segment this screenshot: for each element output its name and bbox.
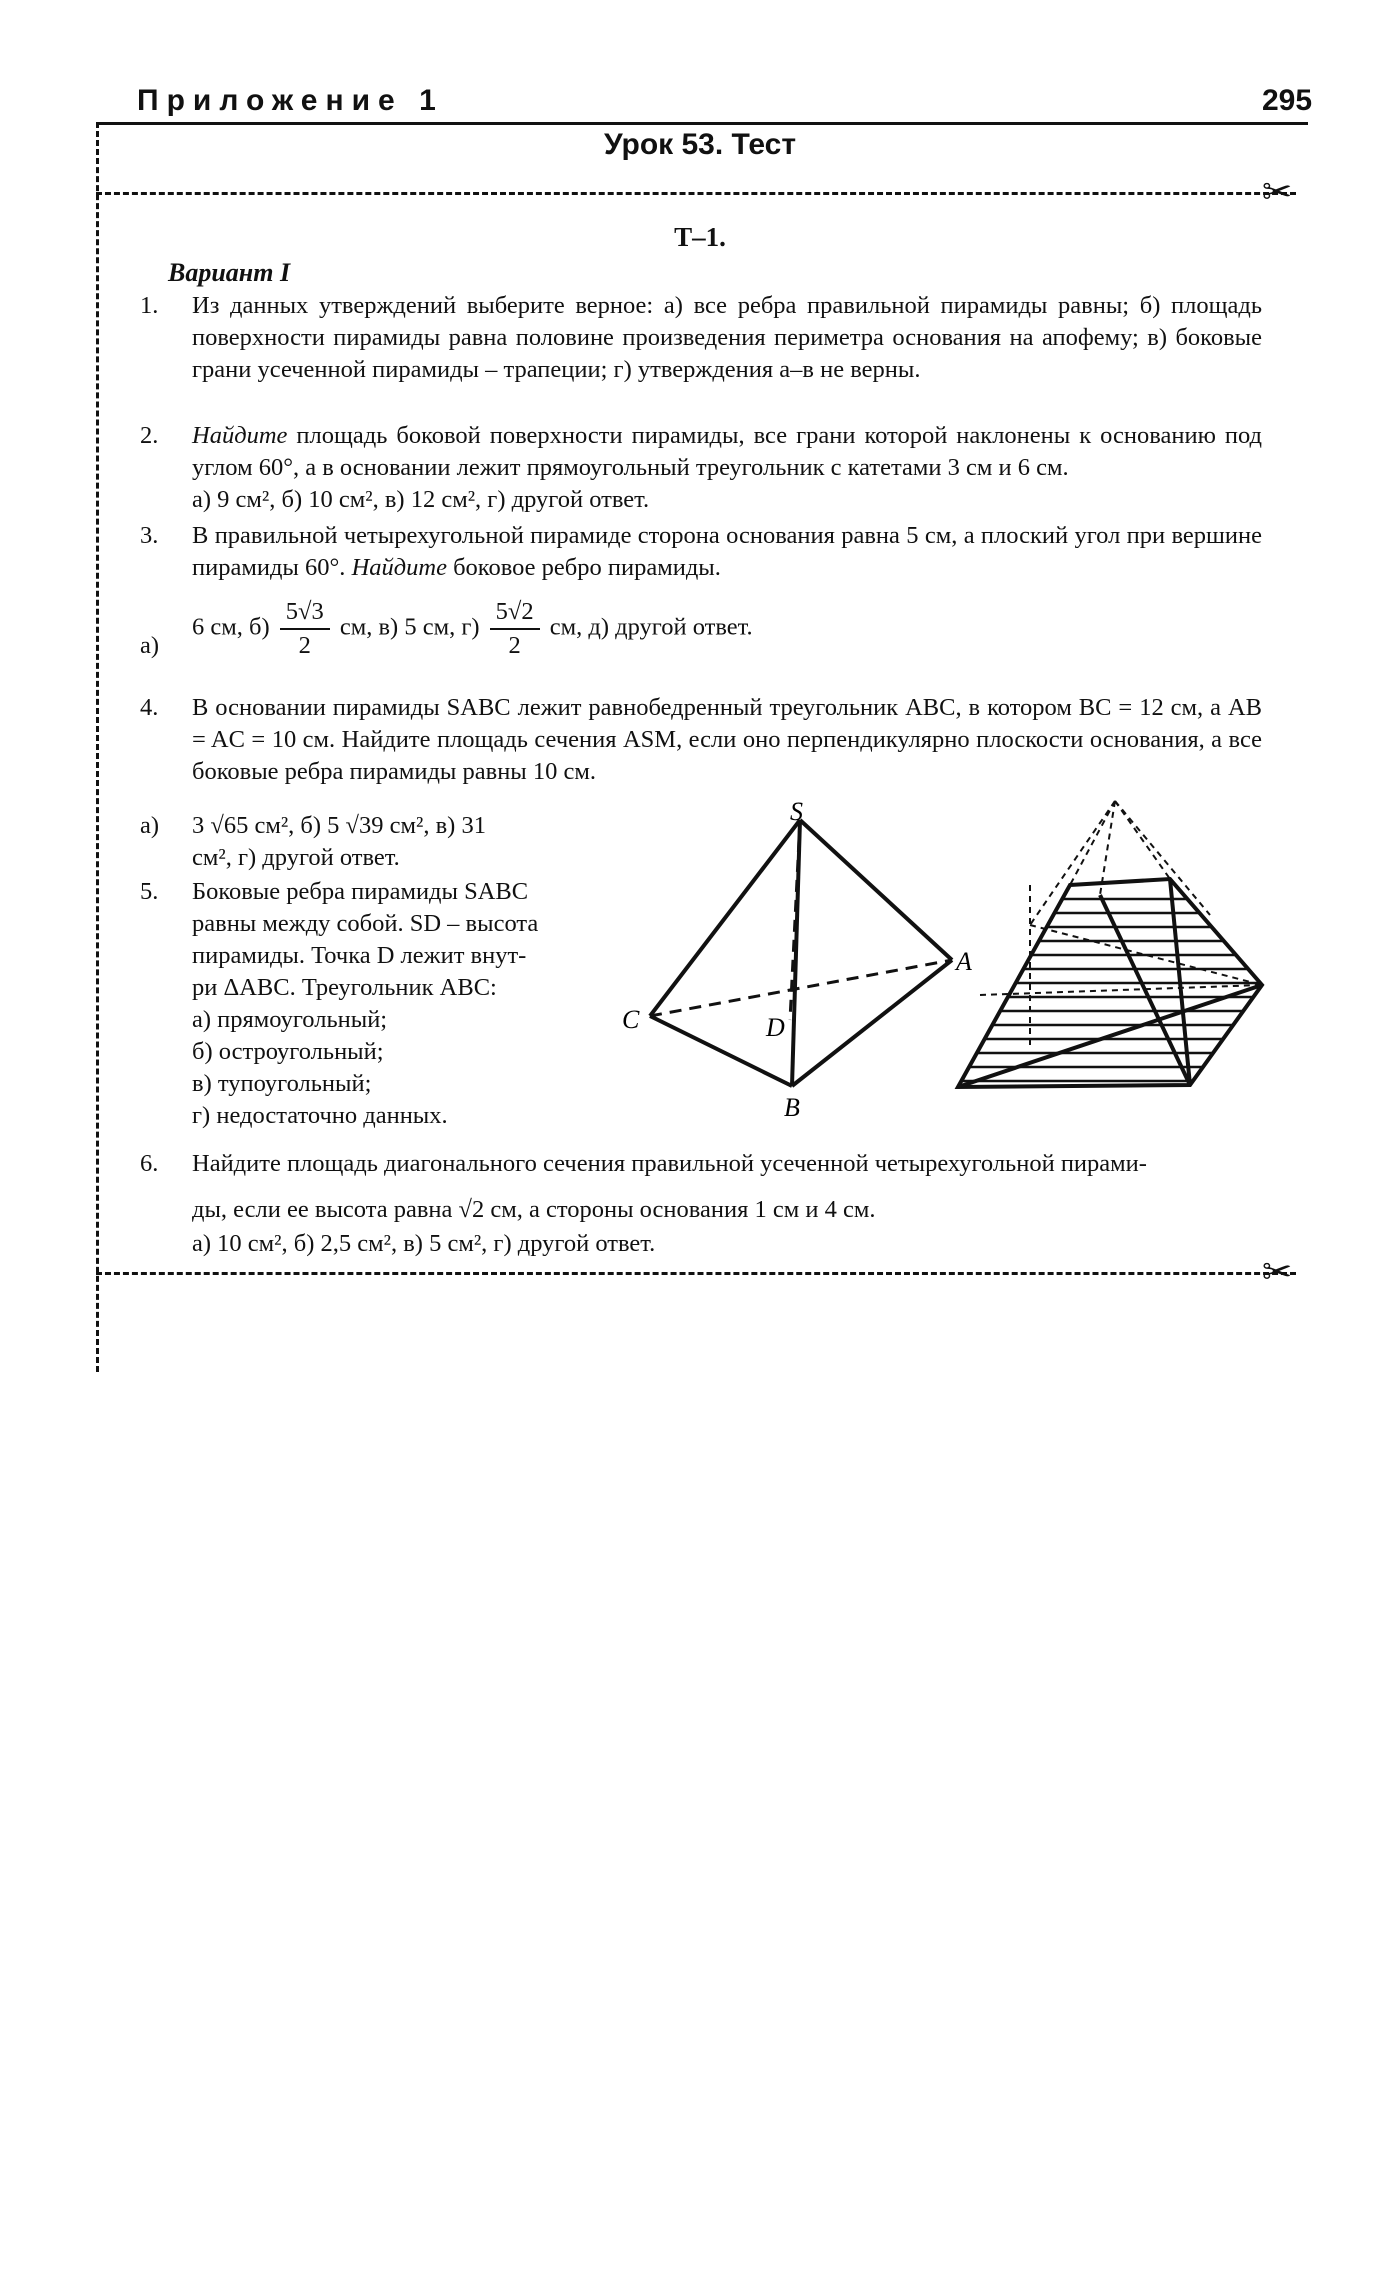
question-6-text-line2: ды, если ее высота равна √2 см, а стороны основания 1 см и 4 см. <box>192 1196 876 1223</box>
question-5-option: а) прямоугольный; <box>192 1006 388 1033</box>
top-cut-line <box>96 192 1296 195</box>
label-d: D <box>766 1013 785 1042</box>
header-rule <box>96 122 1308 125</box>
question-1-text: Из данных утверждений выберите верное: а) все ребра правильной пирамиды равны; б) площадь поверхности пирамиды равна половине произведения периметра основания на апофему; в) боковые грани усеченной пирамиды – трапеции; г) утверждения а–в не верны. <box>192 292 1262 383</box>
fraction-1-numerator: 5√3 <box>280 596 330 630</box>
vertical-cut-line <box>96 122 99 1372</box>
question-number: 6. <box>140 1150 159 1177</box>
label-b: B <box>784 1093 800 1122</box>
question-5-line: равны между собой. SD – высота <box>192 910 539 937</box>
pyramid-sabc-figure <box>600 790 1000 1130</box>
page-number: 295 <box>1262 84 1313 117</box>
scissors-icon: ✂ <box>1262 1252 1293 1292</box>
question-number: 1. <box>140 292 159 319</box>
label-c: C <box>622 1005 640 1034</box>
question-5-line: пирамиды. Точка D лежит внут- <box>192 942 527 969</box>
question-2-body: площадь боковой поверхности пирамиды, все грани которой наклонены к основанию под углом 60°, а в основании лежит прямоугольный треугольник с катетами 3 см и 6 см. <box>192 422 1262 481</box>
test-title: Т–1. <box>674 222 726 252</box>
question-5-option: г) недостаточно данных. <box>192 1102 448 1129</box>
truncated-pyramid-figure <box>950 795 1270 1095</box>
section-title: Приложение 1 <box>137 84 444 117</box>
question-2-answers: а) 9 см², б) 10 см², в) 12 см², г) другой ответ. <box>192 486 650 513</box>
question-6-answers: а) 10 см², б) 2,5 см², в) 5 см², г) другой ответ. <box>192 1230 656 1257</box>
variant-label: Вариант I <box>168 258 291 287</box>
fraction-2-numerator: 5√2 <box>490 596 540 630</box>
question-2-text <box>192 420 1262 484</box>
lesson-title: Урок 53. Тест <box>603 128 797 161</box>
question-number: 4. <box>140 694 159 721</box>
question-2-lead: Найдите <box>192 422 288 449</box>
question-3-body: В правильной четырехугольной пирамиде сторона основания равна 5 см, а плоский угол при вершине пирамиды 60°. <box>192 522 1262 581</box>
label-a: A <box>956 947 972 976</box>
fraction-1 <box>280 596 330 662</box>
question-number: 2. <box>140 422 159 449</box>
question-5-line: ри ΔABC. Треугольник ABC: <box>192 974 497 1001</box>
question-3-task-rest: боковое ребро пирамиды. <box>446 554 721 581</box>
question-5-option: б) остроугольный; <box>192 1038 384 1065</box>
question-number: 5. <box>140 878 159 905</box>
question-4-answers-line1: 3 √65 см², б) 5 √39 см², в) 31 <box>192 812 486 839</box>
answer-label: а) <box>140 812 160 839</box>
question-4-answers-line2: см², г) другой ответ. <box>192 844 400 871</box>
question-5-option: в) тупоугольный; <box>192 1070 372 1097</box>
fraction-1-denominator: 2 <box>298 632 311 659</box>
answer-mid: см, в) 5 см, г) <box>339 613 480 641</box>
bottom-cut-line <box>96 1272 1296 1275</box>
fraction-2 <box>490 596 540 662</box>
label-s: S <box>790 797 803 826</box>
answer-label: а) <box>140 632 160 659</box>
answer-end: см, д) другой ответ. <box>549 613 753 641</box>
question-3-text <box>192 520 1262 584</box>
question-3-task: Найдите <box>351 554 447 581</box>
scissors-icon: ✂ <box>1262 172 1293 212</box>
question-5-line: Боковые ребра пирамиды SABC <box>192 878 529 905</box>
fraction-2-denominator: 2 <box>508 632 521 659</box>
answer-a: 6 см, б) <box>192 613 270 641</box>
question-4-text: В основании пирамиды SABC лежит равнобедренный треугольник ABC, в котором BC = 12 см, а AB = AC = 10 см. Найдите площадь сечения ASM, если оно перпендикулярно плоскости основания, а все боковые ребра пирамиды равны 10 см. <box>192 694 1262 785</box>
question-5-text <box>192 876 612 1132</box>
question-3-answers <box>192 596 1262 662</box>
question-6-text-line1: Найдите площадь диагонального сечения правильной усеченной четырехугольной пирами- <box>192 1150 1147 1177</box>
question-number: 3. <box>140 522 159 549</box>
